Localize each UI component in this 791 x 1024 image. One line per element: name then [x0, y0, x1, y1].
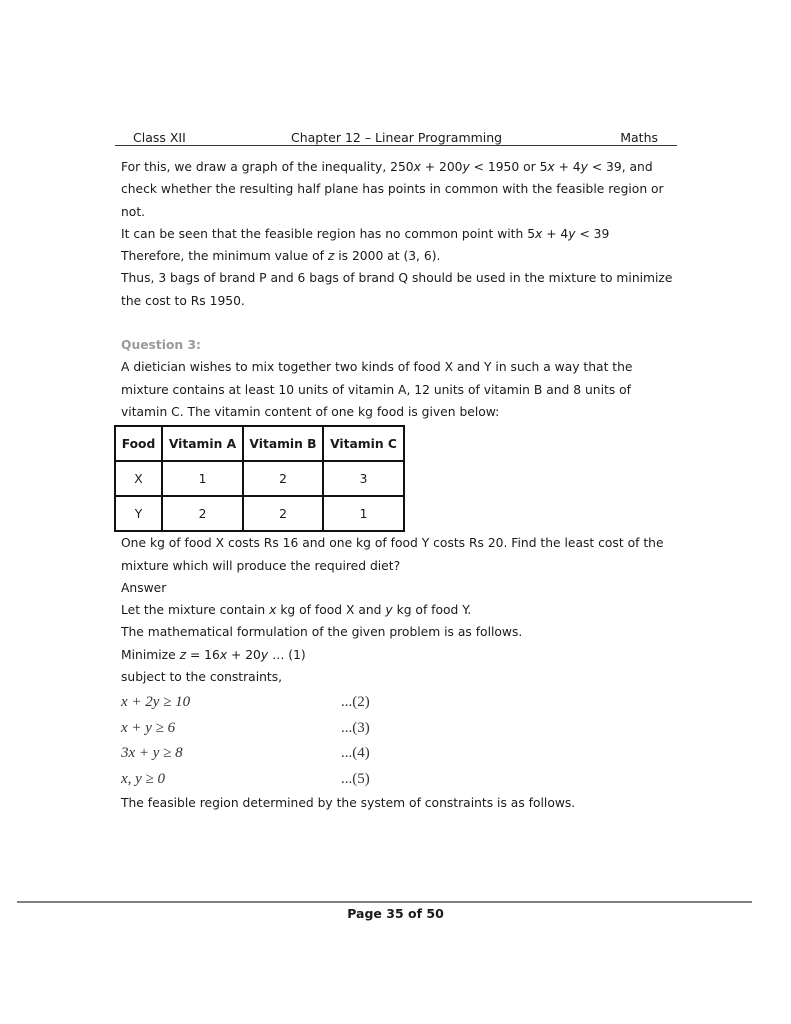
- constraints-list: [121, 690, 681, 792]
- constraint-row: [121, 690, 681, 716]
- intro-paragraph-4: Thus, 3 bags of brand P and 6 bags of brand Q should be used in the mixture to minimize the cost to Rs 1950.: [121, 271, 673, 308]
- table-row: [115, 496, 404, 531]
- header-subject: Maths: [620, 130, 658, 145]
- constraint-row: [121, 716, 681, 742]
- table-header-row: [115, 426, 404, 461]
- table-cell: 2: [243, 461, 323, 496]
- header-chapter: Chapter 12 – Linear Programming: [291, 130, 503, 145]
- table-header: Vitamin B: [243, 426, 323, 461]
- answer-let: Let the mixture contain x kg of food X and y kg of food Y.: [121, 603, 472, 618]
- intro-paragraph-1: For this, we draw a graph of the inequality, 250x + 200y < 1950 or 5x + 4y < 39, and check whether the resulting half plane has points in common with the feasible region or not.: [121, 160, 664, 219]
- constraint-row: [121, 741, 681, 767]
- table-header: Vitamin A: [162, 426, 243, 461]
- table-cell: 1: [162, 461, 243, 496]
- constraint-reference: ...(3): [341, 719, 370, 736]
- table-cell: 3: [323, 461, 404, 496]
- header-class: Class XII: [133, 130, 186, 145]
- table-cell: Y: [115, 496, 162, 531]
- intro-paragraph-3: Therefore, the minimum value of z is 2000 at (3, 6).: [121, 249, 441, 264]
- table-row: [115, 461, 404, 496]
- intro-paragraph-2: It can be seen that the feasible region has no common point with 5x + 4y < 39: [121, 226, 610, 241]
- table-cell: 2: [243, 496, 323, 531]
- question-text-2: One kg of food X costs Rs 16 and one kg of food Y costs Rs 20. Find the least cost of the mixture which will produce the required diet?: [121, 536, 664, 573]
- constraint-reference: ...(4): [341, 745, 370, 762]
- page-number: Page 35 of 50: [347, 906, 444, 921]
- constraint-expression: 3x + y ≥ 8: [121, 745, 183, 762]
- table-cell: X: [115, 461, 162, 496]
- objective-function: Minimize z = 16x + 20y … (1): [121, 647, 306, 662]
- constraint-row: [121, 767, 681, 793]
- feasible-region-text: The feasible region determined by the system of constraints is as follows.: [121, 796, 576, 811]
- constraint-expression: x, y ≥ 0: [121, 770, 166, 787]
- table-header: Food: [115, 426, 162, 461]
- page-content: [121, 156, 681, 815]
- constraint-expression: x + 2y ≥ 10: [121, 694, 191, 711]
- page-header: [115, 128, 677, 146]
- table-cell: 2: [162, 496, 243, 531]
- subject-to-label: subject to the constraints,: [121, 670, 283, 685]
- table-cell: 1: [323, 496, 404, 531]
- question-text: A dietician wishes to mix together two kinds of food X and Y in such a way that the mixture contains at least 10 units of vitamin A, 12 units of vitamin B and 8 units of vitamin C. The vitamin content of one kg food is given below:: [121, 360, 633, 419]
- vitamin-table: [114, 425, 405, 532]
- question-title: Question 3:: [121, 338, 201, 353]
- constraint-reference: ...(2): [341, 694, 370, 711]
- constraint-reference: ...(5): [341, 770, 370, 787]
- footer-divider: [17, 901, 752, 903]
- constraint-expression: x + y ≥ 6: [121, 719, 176, 736]
- answer-formulation: The mathematical formulation of the given problem is as follows.: [121, 625, 523, 640]
- answer-label: Answer: [121, 580, 167, 595]
- table-header: Vitamin C: [323, 426, 404, 461]
